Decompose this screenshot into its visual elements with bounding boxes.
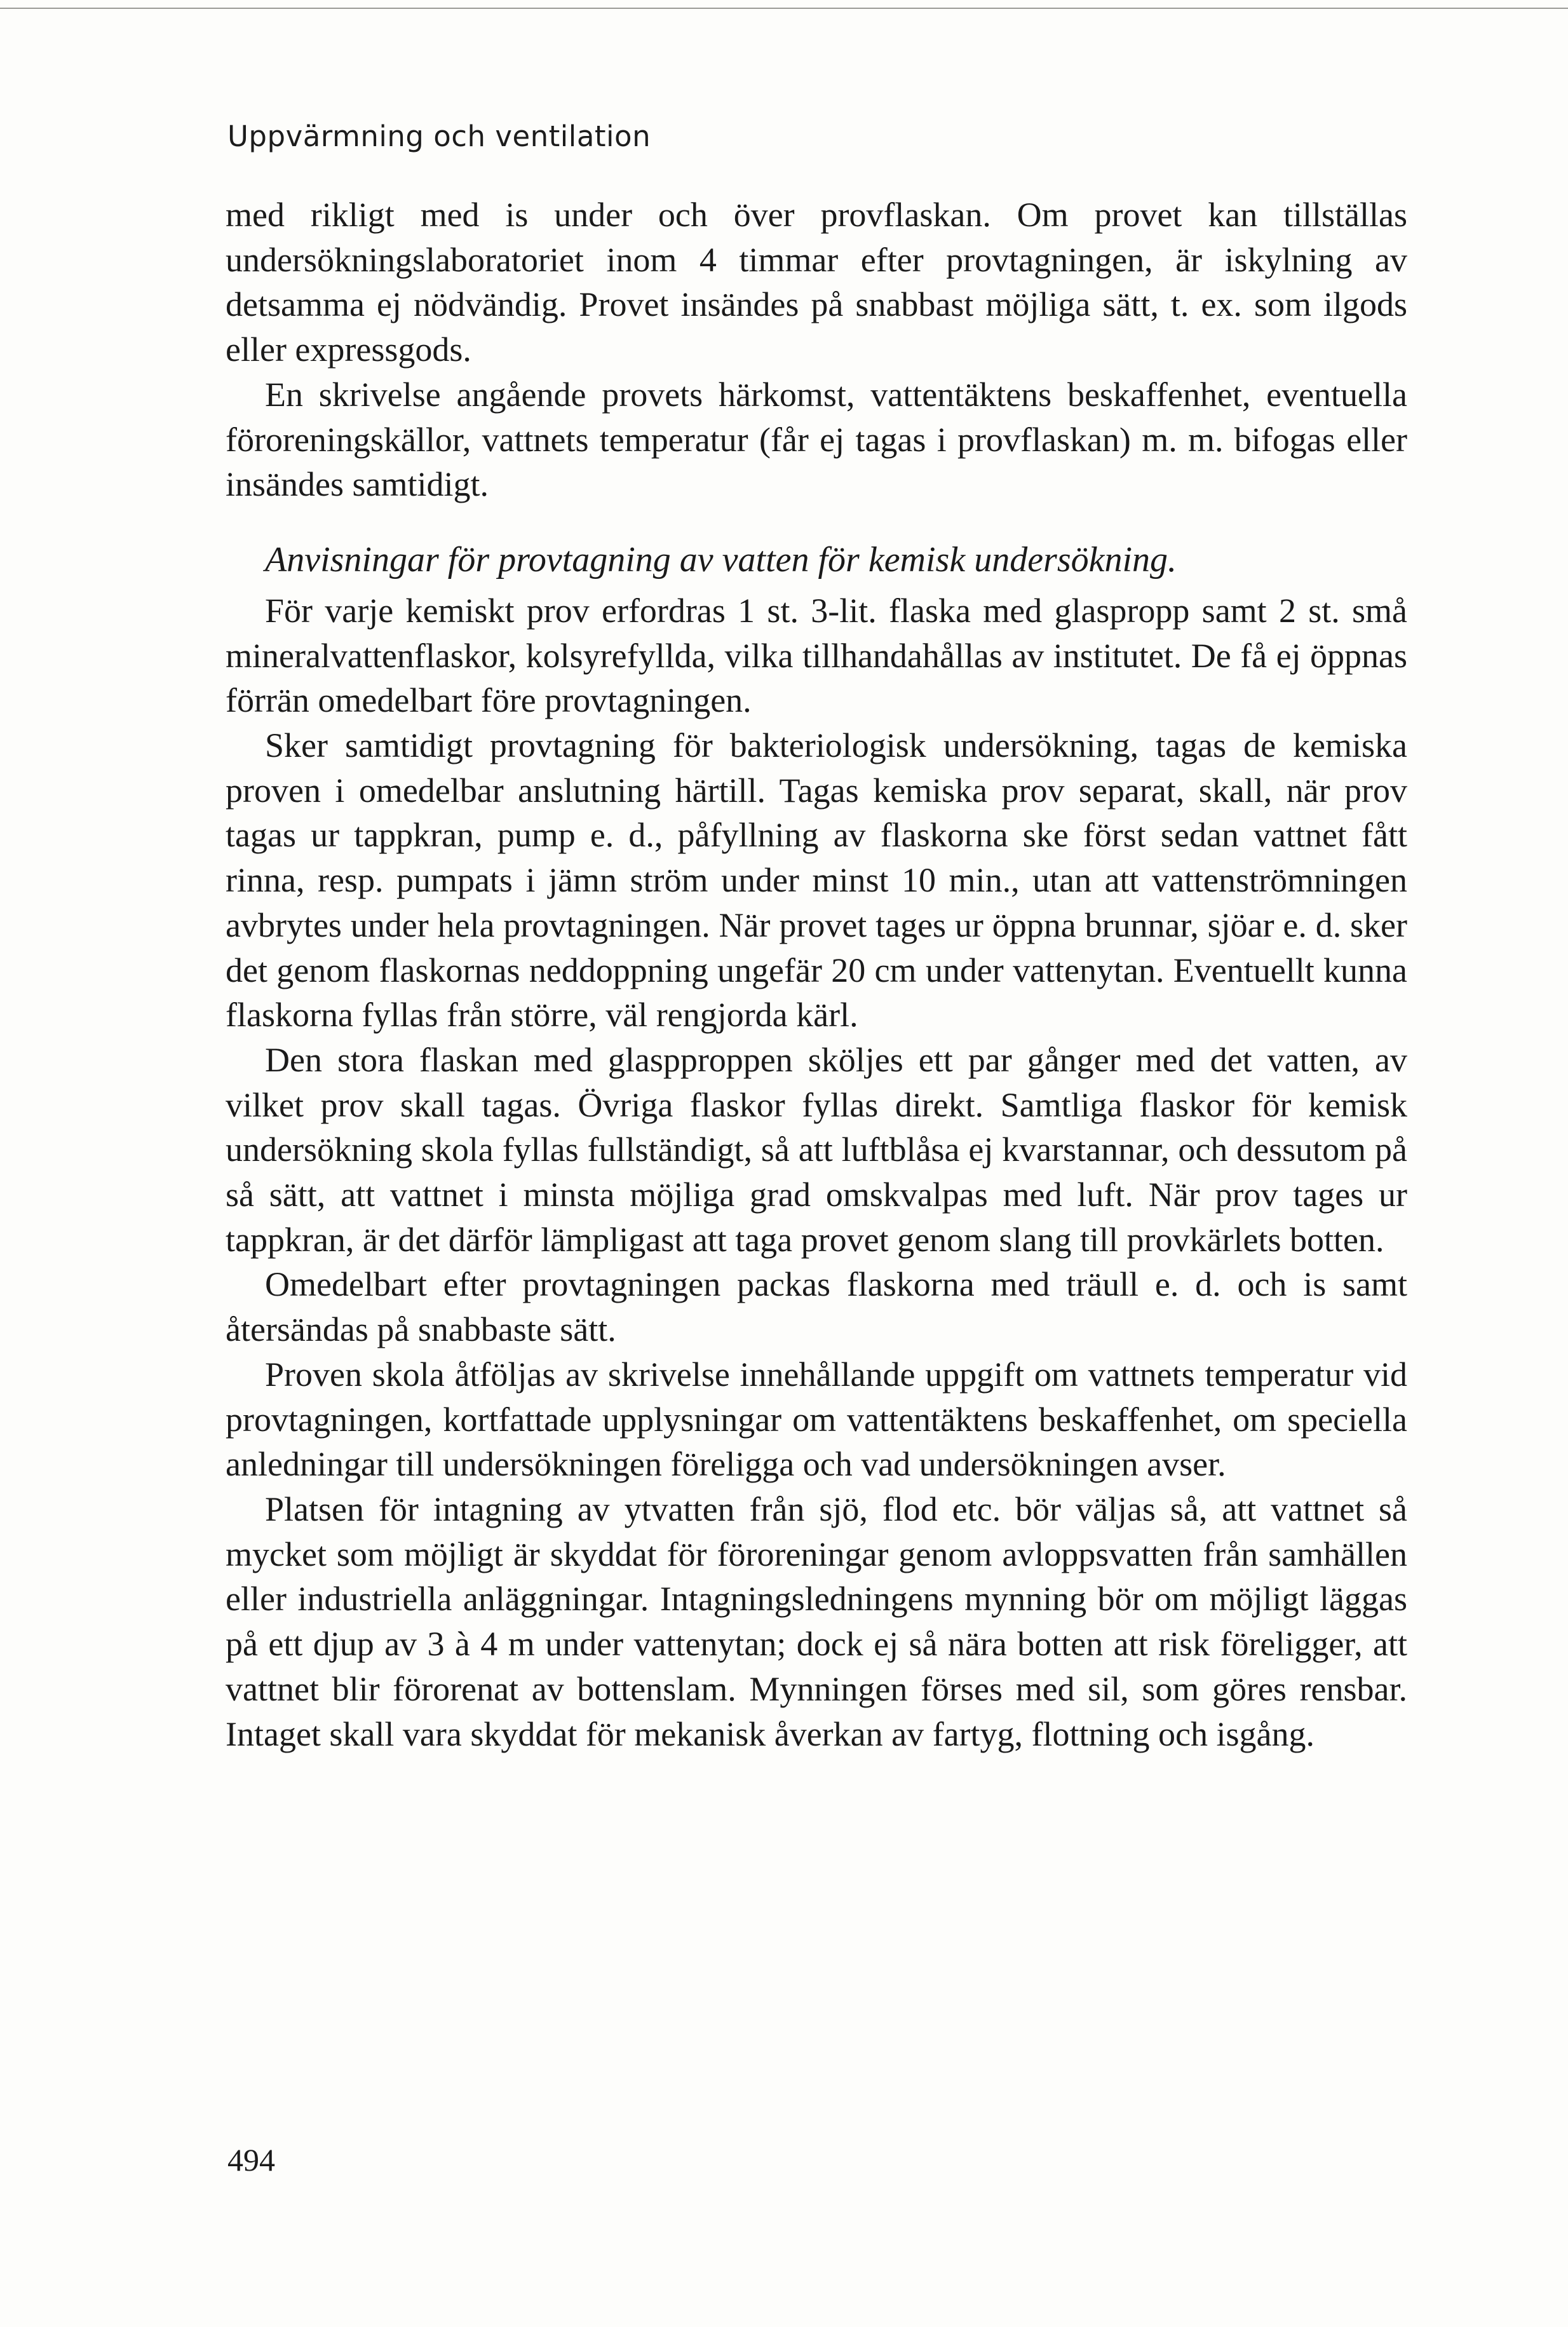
section-heading: Anvisningar för provtagning av vatten för kemisk undersökning.	[265, 539, 1177, 580]
running-header: Uppvärmning och ventilation	[227, 119, 651, 153]
paragraph-flaskor: För varje kemiskt prov erfordras 1 st. 3-lit. flaska med glaspropp samt 2 st. små mineralvattenflaskor, kolsyrefyllda, vilka tillhandahållas av institutet. De få ej öppnas förrän omedelbart före provtagningen.	[226, 591, 1407, 720]
paragraph-packning: Omedelbart efter provtagningen packas flaskorna med träull e. d. och is samt återsändas på snabbaste sätt.	[226, 1265, 1407, 1349]
body-text	[226, 193, 1407, 1756]
paragraph-skrivelse: En skrivelse angående provets härkomst, vattentäktens beskaffenhet, eventuella föroreningskällor, vattnets temperatur (får ej tagas i provflaskan) m. m. bifogas eller insändes samtidigt.	[226, 375, 1407, 504]
paragraph-skrivelse-prov: Proven skola åtföljas av skrivelse innehållande uppgift om vattnets temperatur vid provtagningen, kortfattade upplysningar om vattentäktens beskaffenhet, om speciella anledningar till undersökningen föreligga och vad undersökningen avser.	[226, 1355, 1407, 1484]
page-number: 494	[227, 2142, 275, 2178]
top-edge-rule	[0, 8, 1568, 9]
paragraph-intagning: Platsen för intagning av ytvatten från sjö, flod etc. bör väljas så, att vattnet så mycket som möjligt är skyddat för föroreningar genom avloppsvatten från samhällen eller industriella anläggningar. Intagningsledningens mynning bör om möjligt läggas på ett djup av 3 à 4 m under vattenytan; dock ej så nära botten att risk föreligger, att vattnet blir förorenat av bottenslam. Mynningen förses med sil, som göres rensbar. Intaget skall vara skyddat för mekanisk åverkan av fartyg, flottning och isgång.	[226, 1489, 1407, 1753]
paragraph-provtagning: Sker samtidigt provtagning för bakteriologisk undersökning, tagas de kemiska proven i omedelbar anslutning härtill. Tagas kemiska prov separat, skall, när prov tagas ur tappkran, pump e. d., påfyllning av flaskorna ske först sedan vattnet fått rinna, resp. pumpats i jämn ström under minst 10 min., utan att vattenströmningen avbrytes under hela provtagningen. När provet tages ur öppna brunnar, sjöar e. d. sker det genom flaskornas neddoppning ungefär 20 cm under vattenytan. Eventuellt kunna flaskorna fyllas från större, väl rengjorda kärl.	[226, 726, 1407, 1035]
paragraph-continuation: med rikligt med is under och över provflaskan. Om provet kan tillställas undersökningslaboratoriet inom 4 timmar efter provtagningen, är iskylning av detsamma ej nödvändig. Provet insändes på snabbast möjliga sätt, t. ex. som ilgods eller expressgods.	[226, 196, 1407, 369]
paragraph-glaspropp: Den stora flaskan med glaspproppen sköljes ett par gånger med det vatten, av vilket prov skall tagas. Övriga flaskor fyllas direkt. Samtliga flaskor för kemisk undersökning skola fyllas fullständigt, så att luftblåsa ej kvarstannar, och dessutom på så sätt, att vattnet i minsta möjliga grad omskvalpas med luft. När prov tages ur tappkran, är det därför lämpligast att taga provet genom slang till provkärlets botten.	[226, 1040, 1407, 1259]
